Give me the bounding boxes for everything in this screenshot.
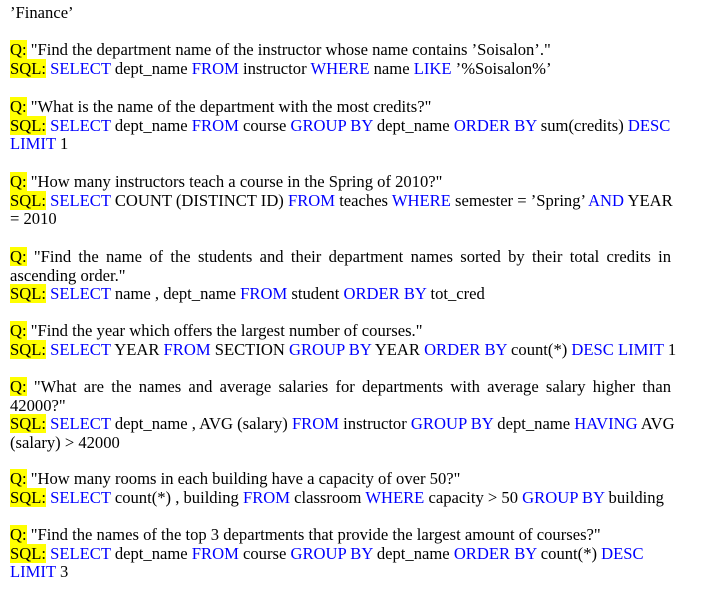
qa-block-3 bbox=[10, 173, 671, 229]
question-text: "How many rooms in each building have a capacity of over 50?" bbox=[30, 469, 461, 488]
sql-text: 1 bbox=[59, 134, 69, 153]
kw-group-by: GROUP BY bbox=[288, 339, 372, 359]
sql-text: instructor bbox=[343, 414, 407, 433]
sql-text: 1 bbox=[667, 339, 677, 359]
kw-group-by: GROUP BY bbox=[522, 487, 605, 507]
sql-text: YEAR bbox=[114, 339, 160, 359]
q-label: Q: bbox=[10, 40, 27, 59]
kw-group-by: GROUP BY bbox=[290, 543, 373, 563]
kw-limit: LIMIT bbox=[10, 134, 56, 153]
sql-text: building bbox=[608, 487, 664, 507]
sql-text: count(*) , building bbox=[114, 487, 239, 507]
header-text: ’Finance’ bbox=[10, 3, 74, 22]
sql-text: COUNT (DISTINCT ID) bbox=[114, 190, 284, 210]
question-line bbox=[10, 470, 671, 489]
sql-line-cont bbox=[10, 210, 671, 229]
question-line bbox=[10, 322, 671, 341]
q-label: Q: bbox=[10, 97, 27, 116]
q-label: Q: bbox=[10, 321, 27, 340]
sql-text: course bbox=[243, 115, 287, 135]
sql-text: dept_name , AVG (salary) bbox=[114, 414, 288, 433]
question-text: "What are the names and average salaries for departments with average salary higher than 42000?" bbox=[10, 377, 671, 415]
sql-line bbox=[10, 339, 677, 360]
kw-and: AND bbox=[588, 190, 625, 210]
sql-text: dept_name bbox=[114, 543, 188, 563]
sql-line bbox=[10, 545, 671, 564]
question-text: "Find the name of the students and their department names sorted by their total credits in ascending order." bbox=[10, 247, 671, 285]
kw-select: SELECT bbox=[50, 115, 111, 135]
kw-limit: LIMIT bbox=[10, 562, 56, 581]
qa-block-5 bbox=[10, 321, 677, 359]
sql-label: SQL: bbox=[10, 487, 46, 507]
sql-text: instructor bbox=[243, 58, 307, 78]
kw-where: WHERE bbox=[310, 58, 370, 78]
qa-block-8 bbox=[10, 526, 671, 582]
sql-text: YEAR bbox=[627, 190, 673, 210]
kw-where: WHERE bbox=[391, 190, 451, 210]
kw-from: FROM bbox=[163, 339, 211, 359]
sql-text: dept_name bbox=[114, 115, 188, 135]
kw-group-by: GROUP BY bbox=[410, 414, 494, 433]
sql-text: semester = ’Spring’ bbox=[455, 190, 585, 210]
sql-text: count(*) bbox=[511, 339, 568, 359]
kw-order-by: ORDER BY bbox=[424, 339, 507, 359]
sql-label: SQL: bbox=[10, 414, 46, 433]
q-label: Q: bbox=[10, 377, 27, 396]
sql-text: 3 bbox=[59, 562, 69, 581]
sql-text: capacity > 50 bbox=[428, 487, 519, 507]
sql-line-cont bbox=[10, 563, 671, 582]
kw-select: SELECT bbox=[50, 190, 111, 210]
sql-label: SQL: bbox=[10, 58, 46, 78]
kw-select: SELECT bbox=[50, 543, 111, 563]
sql-line bbox=[10, 192, 671, 211]
kw-from: FROM bbox=[291, 414, 339, 433]
kw-group-by: GROUP BY bbox=[290, 115, 373, 135]
question-line bbox=[10, 378, 671, 415]
sql-text: student bbox=[291, 284, 340, 303]
kw-from: FROM bbox=[242, 487, 291, 507]
sql-text: (salary) > 42000 bbox=[10, 432, 120, 452]
kw-order-by: ORDER BY bbox=[453, 115, 537, 135]
question-line bbox=[10, 98, 671, 117]
sql-line bbox=[10, 117, 671, 136]
sql-text: ’%Soisalon%’ bbox=[455, 58, 552, 78]
kw-from: FROM bbox=[191, 58, 239, 78]
sql-line bbox=[10, 285, 671, 304]
sql-text: count(*) bbox=[540, 543, 598, 563]
sql-text: dept_name bbox=[497, 414, 571, 433]
question-text: "How many instructors teach a course in the Spring of 2010?" bbox=[30, 172, 443, 191]
sql-label: SQL: bbox=[10, 115, 46, 135]
qa-block-6 bbox=[10, 377, 675, 452]
kw-select: SELECT bbox=[50, 284, 111, 303]
sql-text: course bbox=[243, 543, 287, 563]
question-text: "Find the names of the top 3 departments that provide the largest amount of courses?" bbox=[30, 525, 601, 544]
sql-line bbox=[10, 60, 671, 79]
sql-text: name , dept_name bbox=[114, 284, 237, 303]
sql-text: tot_cred bbox=[430, 284, 485, 303]
kw-select: SELECT bbox=[50, 58, 111, 78]
sql-text: AVG bbox=[640, 414, 675, 433]
kw-from: FROM bbox=[287, 190, 336, 210]
kw-order-by: ORDER BY bbox=[343, 284, 427, 303]
kw-select: SELECT bbox=[50, 339, 111, 359]
qa-block-7 bbox=[10, 470, 671, 507]
sql-text: = 2010 bbox=[10, 209, 57, 228]
sql-label: SQL: bbox=[10, 284, 46, 303]
qa-block-2 bbox=[10, 98, 671, 154]
q-label: Q: bbox=[10, 172, 27, 191]
sql-line bbox=[10, 414, 675, 434]
question-text: "Find the department name of the instructor whose name contains ’Soisalon’." bbox=[30, 40, 551, 59]
question-line bbox=[10, 526, 671, 545]
sql-label: SQL: bbox=[10, 190, 46, 210]
kw-select: SELECT bbox=[50, 414, 111, 433]
kw-desc-limit: DESC LIMIT bbox=[571, 339, 664, 359]
question-text: "Find the year which offers the largest number of courses." bbox=[30, 321, 423, 340]
question-line bbox=[10, 248, 671, 285]
kw-from: FROM bbox=[191, 115, 239, 135]
kw-order-by: ORDER BY bbox=[453, 543, 537, 563]
sql-text: dept_name bbox=[376, 543, 450, 563]
question-line bbox=[10, 41, 671, 60]
kw-like: LIKE bbox=[413, 58, 452, 78]
sql-text: sum(credits) bbox=[540, 115, 624, 135]
sql-label: SQL: bbox=[10, 339, 46, 359]
qa-block-1 bbox=[10, 41, 671, 78]
sql-text: YEAR bbox=[374, 339, 420, 359]
sql-label: SQL: bbox=[10, 543, 46, 563]
sql-text: name bbox=[373, 58, 410, 78]
kw-having: HAVING bbox=[574, 414, 638, 433]
kw-where: WHERE bbox=[365, 487, 425, 507]
question-text: "What is the name of the department with the most credits?" bbox=[30, 97, 432, 116]
q-label: Q: bbox=[10, 469, 27, 488]
sql-text: dept_name bbox=[376, 115, 450, 135]
sql-line-cont bbox=[10, 135, 671, 154]
sql-line bbox=[10, 489, 671, 508]
question-line bbox=[10, 173, 671, 192]
q-label: Q: bbox=[10, 525, 27, 544]
kw-from: FROM bbox=[240, 284, 288, 303]
kw-desc: DESC bbox=[627, 115, 671, 135]
kw-select: SELECT bbox=[50, 487, 111, 507]
kw-from: FROM bbox=[191, 543, 239, 563]
sql-text: SECTION bbox=[214, 339, 285, 359]
sql-text: dept_name bbox=[114, 58, 188, 78]
q-label: Q: bbox=[10, 247, 27, 266]
qa-block-4 bbox=[10, 248, 671, 304]
kw-desc: DESC bbox=[601, 543, 644, 563]
sql-text: teaches bbox=[339, 190, 389, 210]
sql-line-cont bbox=[10, 434, 671, 453]
sql-text: classroom bbox=[294, 487, 362, 507]
